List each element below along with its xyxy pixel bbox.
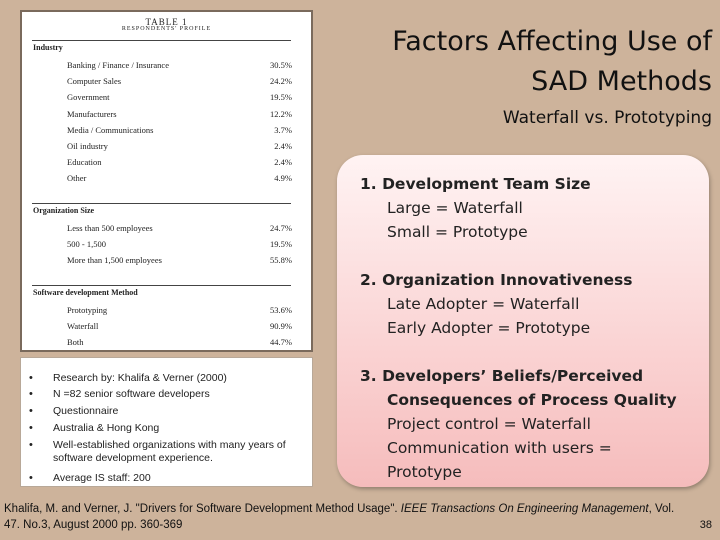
- row-value: 2.4%: [274, 141, 292, 151]
- respondents-profile-table: [20, 10, 313, 352]
- bullet-item: Australia & Hong Kong: [53, 422, 160, 434]
- row-label: Prototyping: [67, 305, 108, 315]
- citation-details: , Vol. 47. No.3, August 2000 pp. 360-369: [4, 503, 675, 531]
- slide-title: [332, 22, 712, 102]
- factor-3: [360, 364, 677, 484]
- row-label: Oil industry: [67, 141, 108, 151]
- factor-line: Late Adopter = Waterfall: [387, 295, 580, 313]
- table-title: TABLE 1: [145, 17, 188, 27]
- title-line-2: SAD Methods: [531, 66, 712, 97]
- slide-subtitle: Waterfall vs. Prototyping: [502, 108, 712, 128]
- row-value: 30.5%: [270, 60, 292, 70]
- factor-heading: 2. Organization Innovativeness: [360, 271, 633, 289]
- table-row: [67, 239, 292, 251]
- row-label: Computer Sales: [67, 76, 122, 86]
- table-row: [67, 157, 292, 169]
- factor-heading: 3. Developers’ Beliefs/Perceived: [360, 367, 644, 385]
- row-label: Waterfall: [67, 321, 99, 331]
- table-row: [67, 109, 292, 121]
- row-value: 12.2%: [270, 109, 292, 119]
- table-rule: [32, 40, 291, 41]
- table-row: [67, 141, 292, 153]
- factor-1: [360, 172, 591, 244]
- table-section-development-method: Software development Method: [33, 288, 138, 297]
- bullet-icon: •: [29, 372, 33, 384]
- bullet-icon: •: [29, 405, 33, 417]
- row-label: 500 - 1,500: [67, 239, 106, 249]
- bullet-item: N =82 senior software developers: [53, 388, 210, 400]
- row-label: Education: [67, 157, 102, 167]
- study-info-box: [20, 357, 313, 487]
- row-value: 24.2%: [270, 76, 292, 86]
- factor-line: Large = Waterfall: [387, 199, 523, 217]
- bullet-icon: •: [29, 439, 33, 451]
- row-value: 2.4%: [274, 157, 292, 167]
- table-row: [67, 321, 292, 333]
- table-rule: [32, 285, 291, 286]
- factor-line: Communication with users =: [387, 439, 612, 457]
- table-row: [67, 255, 292, 267]
- table-row: [67, 305, 292, 317]
- citation-journal: IEEE Transactions On Engineering Management: [400, 503, 649, 515]
- title-line-1: Factors Affecting Use of: [392, 26, 712, 57]
- factor-heading-cont: Consequences of Process Quality: [387, 391, 677, 409]
- row-value: 19.5%: [270, 239, 292, 249]
- page-number: 38: [699, 519, 712, 531]
- row-label: Government: [67, 92, 110, 102]
- row-label: More than 1,500 employees: [67, 255, 162, 265]
- bullet-icon: •: [29, 388, 33, 400]
- factor-2: [360, 268, 632, 340]
- table-row: [67, 92, 292, 104]
- factor-line: Project control = Waterfall: [387, 415, 591, 433]
- row-label: Both: [67, 337, 84, 347]
- table-subtitle: RESPONDENTS' PROFILE: [121, 26, 212, 32]
- row-value: 19.5%: [270, 92, 292, 102]
- table-section-industry: Industry: [33, 43, 63, 52]
- citation: [4, 501, 684, 533]
- row-value: 44.7%: [270, 337, 292, 347]
- row-label: Other: [67, 173, 87, 183]
- row-value: 90.9%: [270, 321, 292, 331]
- table-row: [67, 125, 292, 137]
- table-row: [67, 76, 292, 88]
- citation-authors: Khalifa, M. and Verner, J. "Drivers for Software Development Method Usage".: [4, 503, 401, 515]
- factor-heading: 1. Development Team Size: [360, 175, 591, 193]
- table-rule: [32, 203, 291, 204]
- factor-line: Small = Prototype: [387, 223, 528, 241]
- row-label: Less than 500 employees: [67, 223, 153, 233]
- bullet-item: Research by: Khalifa & Verner (2000): [53, 372, 227, 384]
- row-value: 24.7%: [270, 223, 292, 233]
- row-value: 4.9%: [274, 173, 292, 183]
- table-row: [67, 337, 292, 349]
- bullet-icon: •: [29, 422, 33, 434]
- row-label: Manufacturers: [67, 109, 117, 119]
- row-label: Media / Communications: [67, 125, 154, 135]
- table-row: [67, 223, 292, 235]
- table-section-organization-size: Organization Size: [33, 206, 95, 215]
- bullet-item: Questionnaire: [53, 405, 119, 417]
- bullet-icon: •: [29, 472, 33, 484]
- bullet-item: Well-established organizations with many years of software development experience.: [53, 439, 286, 464]
- row-value: 3.7%: [274, 125, 292, 135]
- factor-line: Prototype: [387, 463, 462, 481]
- table-row: [67, 173, 292, 185]
- factor-line: Early Adopter = Prototype: [387, 319, 591, 337]
- row-value: 55.8%: [270, 255, 292, 265]
- row-label: Banking / Finance / Insurance: [67, 60, 169, 70]
- row-value: 53.6%: [270, 305, 292, 315]
- table-row: [67, 60, 292, 72]
- bullet-item: Average IS staff: 200: [53, 472, 151, 484]
